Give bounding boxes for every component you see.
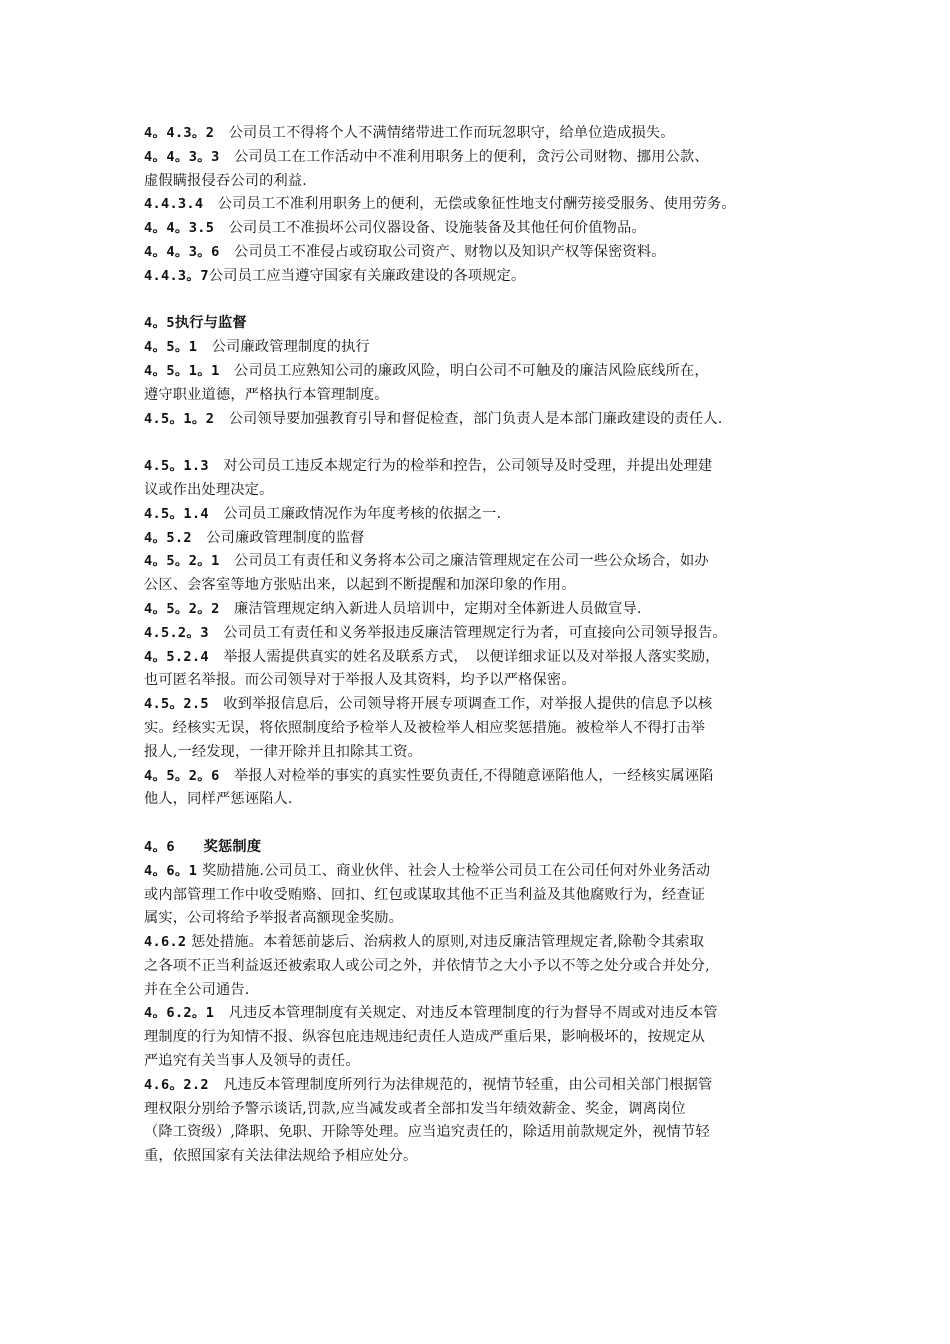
text-line (144, 479, 824, 503)
clause-text: 公司员工不准利用职务上的便利，无偿或象征性地支付酬劳接受服务、使用劳务。 (203, 196, 736, 213)
clause-text: 公司员工应当遵守国家有关廉政建设的各项规定。 (208, 267, 526, 284)
clause-paragraph (144, 527, 824, 551)
clause-text: 凡违反本管理制度所列行为法律规范的，视情节轻重，由公司相关部门根据管 (208, 1076, 713, 1093)
clause-text: 虚假瞒报侵吞公司的利益. (144, 172, 307, 189)
clause-text: 理制度的行为知情不报、纵容包庇违规违纪责任人造成严重后果，影响极坏的，按规定从 (144, 1029, 706, 1046)
clause-number: 4。4.3。2 (144, 125, 215, 141)
text-line (144, 170, 824, 194)
clause-number: 4.5.2。3 (144, 624, 209, 641)
text-line (144, 312, 824, 336)
clause-number: 4。6 (144, 838, 175, 855)
clause-paragraph (144, 765, 824, 813)
clause-text: 举报人对检举的事实的真实性要负责任,不得随意诬陷他人，一经核实属诬陷 (219, 767, 714, 784)
text-line (144, 598, 824, 622)
blank-line (144, 431, 824, 455)
clause-text: 奖惩制度 (174, 838, 262, 855)
clause-paragraph (144, 146, 824, 194)
blank-line (144, 289, 824, 313)
clause-text: 廉洁管理规定纳入新进人员培训中，定期对全体新进人员做宣导. (219, 600, 642, 617)
text-line (144, 669, 824, 693)
text-line (144, 527, 824, 551)
text-line (144, 455, 824, 479)
clause-text: 惩处措施。本着惩前毖后、治病救人的原则,对违反廉洁管理规定者,除勒令其索取 (186, 934, 705, 951)
clause-paragraph (144, 360, 824, 408)
clause-number: 4.5。1.3 (144, 458, 209, 475)
clause-number: 4。6.2。1 (144, 1005, 215, 1022)
clause-text: 公司员工应熟知公司的廉政风险，明白公司不可触及的廉洁风险底线所在， (219, 362, 709, 379)
clause-text: 收到举报信息后，公司领导将开展专项调查工作，对举报人提供的信息予以核 (208, 696, 713, 713)
text-line (144, 931, 824, 955)
clause-text: 理权限分别给予警示谈话,罚款,应当减发或者全部扣发当年绩效薪金、奖金，调离岗位 (144, 1100, 686, 1117)
text-line (144, 693, 824, 717)
clause-paragraph (144, 598, 824, 622)
clause-paragraph (144, 1074, 824, 1169)
clause-text: 公司员工不得将个人不满情绪带进工作而玩忽职守，给单位造成损失。 (214, 125, 675, 141)
clause-text: 或内部管理工作中收受贿赂、回扣、红包或谋取其他不正当利益及其他腐败行为，经查证 (144, 886, 706, 903)
clause-number: 4.5。2.5 (144, 696, 209, 713)
text-line (144, 1026, 824, 1050)
clause-text: 属实，公司将给予举报者高额现金奖励。 (144, 910, 403, 927)
section-heading (144, 836, 824, 860)
clause-text: 执行与监督 (174, 315, 247, 332)
clause-text: 公司廉政管理制度的监督 (191, 529, 365, 546)
section-heading (144, 312, 824, 336)
text-line (144, 1074, 824, 1098)
clause-paragraph (144, 193, 824, 217)
text-line (144, 741, 824, 765)
clause-text: 凡违反本管理制度有关规定、对违反本管理制度的行为督导不周或对违反本管 (214, 1005, 718, 1022)
clause-number: 4.6.2 (144, 934, 187, 951)
clause-number: 4。5。2。1 (144, 553, 220, 570)
clause-paragraph (144, 931, 824, 1002)
clause-paragraph (144, 265, 824, 289)
text-line (144, 336, 824, 360)
text-line (144, 765, 824, 789)
clause-number: 4。5.2 (144, 529, 192, 546)
text-line (144, 193, 824, 217)
clause-number: 4。6。1 (144, 862, 198, 879)
clause-number: 4。5。1。1 (144, 362, 220, 379)
clause-paragraph (144, 455, 824, 503)
clause-text: 实。经核实无误，将依照制度给予检举人及被检举人相应奖惩措施。被检举人不得打击举 (144, 719, 706, 736)
text-line (144, 860, 824, 884)
text-line (144, 836, 824, 860)
clause-paragraph (144, 217, 824, 241)
clause-number: 4。4。3。3 (144, 148, 220, 165)
clause-paragraph (144, 622, 824, 646)
clause-paragraph (144, 646, 824, 694)
clause-text: 公司员工有责任和义务将本公司之廉洁管理规定在公司一些公众场合，如办 (219, 553, 709, 570)
text-line (144, 408, 824, 432)
text-line (144, 217, 824, 241)
text-line (144, 550, 824, 574)
clause-text: 议或作出处理决定。 (144, 481, 274, 498)
clause-text: 公区、会客室等地方张贴出来，以起到不断提醒和加深印象的作用。 (144, 577, 576, 594)
clause-paragraph (144, 860, 824, 931)
clause-text: 并在全公司通告. (144, 981, 250, 998)
clause-paragraph (144, 693, 824, 764)
text-line (144, 241, 824, 265)
clause-text: 公司员工不准损坏公司仪器设备、设施装备及其他任何价值物品。 (214, 220, 646, 237)
clause-number: 4。5。2。2 (144, 600, 220, 617)
clause-text: 他人，同样严惩诬陷人. (144, 791, 293, 808)
clause-text: 公司廉政管理制度的执行 (197, 339, 370, 356)
text-line (144, 1050, 824, 1074)
clause-paragraph (144, 241, 824, 265)
clause-number: 4.4.3.4 (144, 196, 204, 213)
clause-number: 4。4。3。6 (144, 243, 220, 260)
text-line (144, 384, 824, 408)
text-line (144, 1121, 824, 1145)
clause-text: 公司员工在工作活动中不准利用职务上的便利，贪污公司财物、挪用公款、 (219, 148, 709, 165)
clause-number: 4.4.3。7 (144, 267, 209, 284)
clause-paragraph (144, 550, 824, 598)
clause-number: 4.5。1。2 (144, 410, 215, 427)
text-line (144, 884, 824, 908)
clause-text: 对公司员工违反本规定行为的检举和控告，公司领导及时受理，并提出处理建 (208, 458, 713, 475)
clause-paragraph (144, 503, 824, 527)
blank-line (144, 812, 824, 836)
clause-number: 4。5。1 (144, 339, 198, 356)
document-body (144, 122, 824, 1169)
text-line (144, 146, 824, 170)
clause-text: 之各项不正当利益返还被索取人或公司之外，并依情节之大小予以不等之处分或合并处分, (144, 957, 710, 974)
text-line (144, 122, 824, 146)
clause-number: 4。5 (144, 315, 175, 332)
text-line (144, 1098, 824, 1122)
text-line (144, 574, 824, 598)
clause-paragraph (144, 122, 824, 146)
clause-number: 4。5。2。6 (144, 767, 220, 784)
text-line (144, 788, 824, 812)
clause-text: 公司员工有责任和义务举报违反廉洁管理规定行为者，可直接向公司领导报告。 (208, 624, 727, 641)
clause-number: 4.5。1.4 (144, 505, 209, 522)
clause-number: 4。4。3.5 (144, 220, 215, 237)
clause-text: 报人,一经发现，一律开除并且扣除其工资。 (144, 743, 423, 760)
text-line (144, 907, 824, 931)
clause-text: 公司员工廉政情况作为年度考核的依据之一. (208, 505, 502, 522)
clause-paragraph (144, 336, 824, 360)
text-line (144, 360, 824, 384)
text-line (144, 717, 824, 741)
clause-text: 公司领导要加强教育引导和督促检查，部门负责人是本部门廉政建设的责任人. (214, 410, 723, 427)
clause-text: 举报人需提供真实的姓名及联系方式， 以便详细求证以及对举报人落实奖励， (208, 648, 720, 665)
clause-text: 公司员工不准侵占或窃取公司资产、财物以及知识产权等保密资料。 (219, 243, 666, 260)
clause-number: 4。5.2.4 (144, 648, 209, 665)
clause-text: 严追究有关当事人及领导的责任。 (144, 1053, 360, 1070)
clause-text: 重，依照国家有关法律法规给予相应处分。 (144, 1148, 418, 1165)
clause-text: 也可匿名举报。而公司领导对于举报人及其资料，均予以严格保密。 (144, 672, 576, 689)
text-line (144, 1145, 824, 1169)
clause-text: （降工资级）,降职、免职、开除等处理。应当追究责任的，除适用前款规定外，视情节轻 (144, 1124, 710, 1141)
clause-text: 奖励措施.公司员工、商业伙伴、社会人士检举公司员工在公司任何对外业务活动 (197, 862, 711, 879)
clause-paragraph (144, 1002, 824, 1073)
text-line (144, 265, 824, 289)
text-line (144, 503, 824, 527)
clause-paragraph (144, 408, 824, 432)
text-line (144, 1002, 824, 1026)
clause-number: 4.6。2.2 (144, 1076, 209, 1093)
text-line (144, 979, 824, 1003)
text-line (144, 646, 824, 670)
text-line (144, 955, 824, 979)
text-line (144, 622, 824, 646)
clause-text: 遵守职业道德，严格执行本管理制度。 (144, 386, 389, 403)
